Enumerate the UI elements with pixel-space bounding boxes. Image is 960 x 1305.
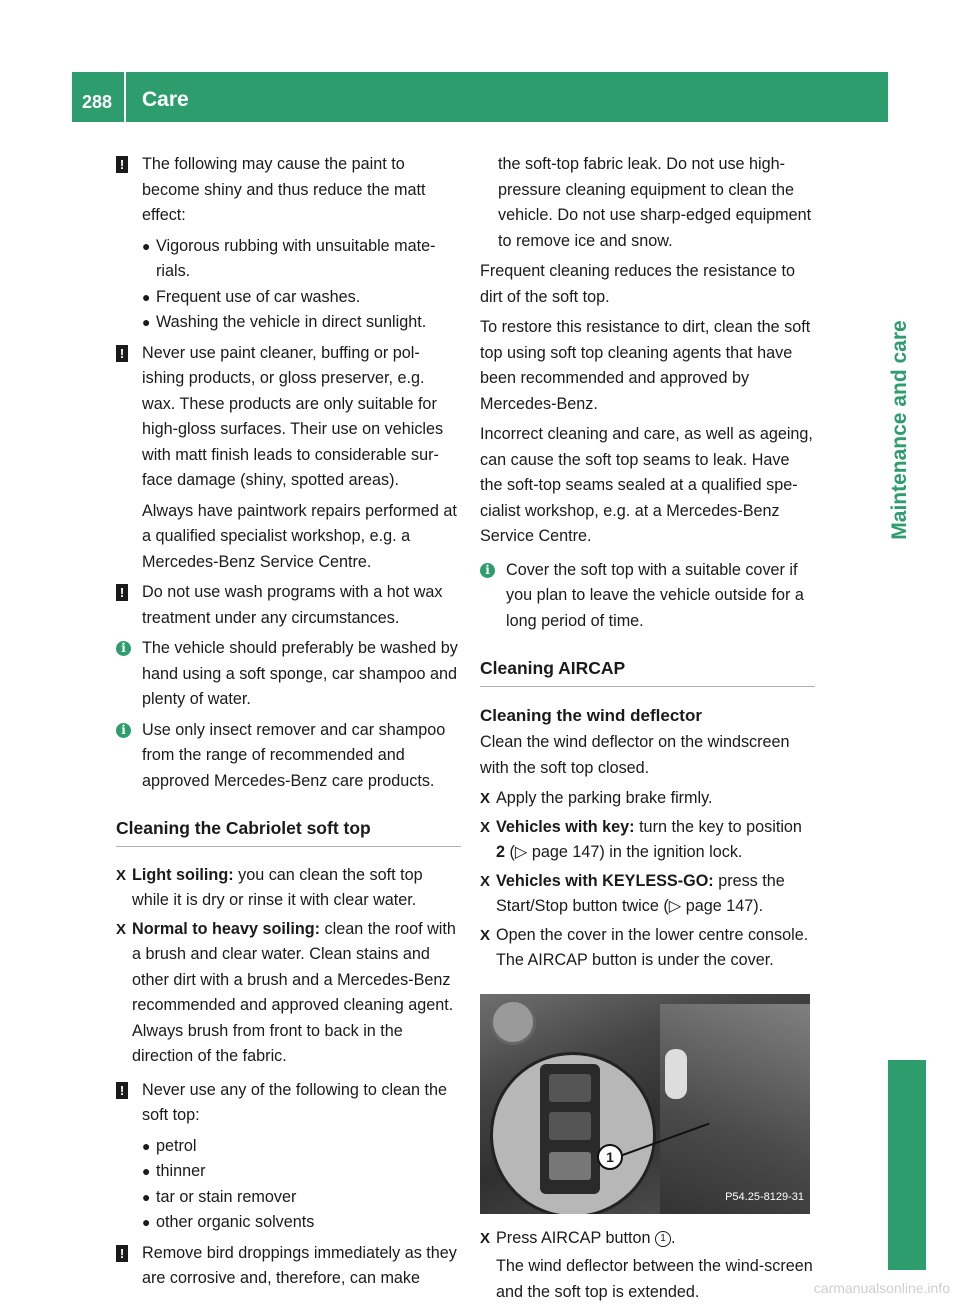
left-column — [116, 152, 461, 1297]
step-arrow-icon: X — [480, 926, 491, 944]
warning-continuation: the soft-top fabric leak. Do not use high-pressure cleaning equipment to clean the vehicle. Do not use sharp-edged equipment to remove ice and snow. — [498, 155, 812, 250]
info-text: Use only insect remover and car shampoo from the range of recommended and approved Mercedes-Benz care products. — [142, 720, 446, 790]
step-open-cover: X Open the cover in the lower centre console. The AIRCAP button is under the cover. — [480, 923, 815, 974]
header-divider — [124, 72, 126, 122]
warning-icon: ! — [116, 584, 128, 601]
info-text: Cover the soft top with a suitable cover if you plan to leave the vehicle outside for a long period of time. — [506, 560, 804, 630]
info-text: The vehicle should preferably be washed by hand using a soft sponge, car shampoo and plenty of water. — [142, 639, 458, 708]
step-arrow-icon: X — [116, 920, 127, 938]
info-cover — [480, 558, 815, 635]
warning-icon: ! — [116, 1245, 128, 1262]
callout-marker: 1 — [597, 1144, 623, 1170]
bullet-icon: ● — [142, 288, 151, 305]
image-code: P54.25-8129-31 — [725, 1191, 804, 1203]
right-column — [480, 152, 815, 1305]
warning-solvents — [116, 1078, 461, 1129]
paragraph: Clean the wind deflector on the windscreen with the soft top closed. — [480, 733, 790, 777]
warning-text: Never use paint cleaner, buffing or pol-ishing products, or gloss preserver, e.g. wax. These products are only suitable for high-gloss surfaces. Their use on vehicles with matt finish leads to considerable sur-face damage (shiny, spotted areas). — [142, 343, 444, 489]
list-item: ● Frequent use of car washes. — [142, 285, 461, 311]
switch-button — [549, 1074, 591, 1102]
side-tab-label: Maintenance and care — [888, 320, 911, 540]
list-item: ● tar or stain remover — [142, 1185, 461, 1211]
step-arrow-icon: X — [480, 872, 491, 890]
warning-bird-droppings — [116, 1241, 461, 1292]
warning-text: The following may cause the paint to become shiny and thus reduce the matt effect: — [142, 155, 426, 224]
warning-paint-cleaner — [116, 341, 461, 494]
seat-shape — [660, 1004, 810, 1214]
list-item: ● other organic solvents — [142, 1210, 461, 1236]
list-item: ● Washing the vehicle in direct sunlight. — [142, 310, 461, 336]
callout-number: 1 — [655, 1231, 671, 1247]
chapter-title: Care — [142, 88, 189, 111]
step-arrow-icon: X — [480, 790, 491, 807]
air-vent-shape — [490, 999, 536, 1045]
step-keyless-go: X Vehicles with KEYLESS-GO: press the Start/Stop button twice (▷ page 147). — [480, 869, 815, 920]
step-vehicles-with-key: X Vehicles with key: turn the key to position 2 (▷ page 147) in the ignition lock. — [480, 815, 815, 866]
switch-button — [549, 1112, 591, 1140]
bullet-icon: ● — [142, 1163, 151, 1179]
warning-icon: ! — [116, 156, 128, 173]
switch-panel — [540, 1064, 600, 1194]
warning-hot-wax — [116, 580, 461, 631]
warning-icon: ! — [116, 345, 128, 362]
step-light-soiling: X Light soiling: you can clean the soft top while it is dry or rinse it with clear water. — [116, 863, 461, 914]
step-arrow-icon: X — [480, 818, 491, 836]
paragraph: Frequent cleaning reduces the resistance to dirt of the soft top. — [480, 262, 795, 306]
page-header — [72, 72, 888, 122]
warning-text: Do not use wash programs with a hot wax treatment under any circumstances. — [142, 583, 443, 627]
watermark: carmanualsonline.info — [813, 1280, 950, 1296]
bullet-icon: ● — [142, 1214, 151, 1230]
gear-lever-shape — [665, 1049, 687, 1099]
subheading-wind-deflector: Cleaning the wind deflector — [480, 705, 702, 725]
list-item: ● thinner — [142, 1159, 461, 1185]
bullet-icon: ● — [142, 237, 151, 254]
bullet-icon: ● — [142, 1137, 151, 1154]
warning-text: Never use any of the following to clean the soft top: — [142, 1080, 448, 1124]
info-icon: i — [116, 723, 131, 738]
info-hand-wash — [116, 636, 461, 713]
section-heading-soft-top: Cleaning the Cabriolet soft top — [116, 814, 461, 847]
warning-paint-shine — [116, 152, 461, 229]
step-arrow-icon: X — [480, 1229, 491, 1247]
side-tab — [870, 200, 930, 660]
paragraph: To restore this resistance to dirt, clean the soft top using soft top cleaning agents that have been recommended and approved by Mercedes-Benz. — [480, 318, 811, 413]
step-heavy-soiling: X Normal to heavy soiling: clean the roof with a brush and clear water. Clean stains and other dirt with a brush and a Mercedes-Benz recommended and approved cleaning agent. Always brush from front to back in the direction of the fabric. — [116, 917, 461, 1070]
list-item: ● Vigorous rubbing with unsuitable mate-rials. — [142, 234, 461, 285]
list-item: ● petrol — [142, 1134, 461, 1160]
side-tab-block — [888, 1060, 926, 1270]
aircap-photo — [480, 994, 810, 1214]
info-icon: i — [480, 563, 495, 578]
step-arrow-icon: X — [116, 866, 127, 884]
info-icon: i — [116, 641, 131, 656]
warning-icon: ! — [116, 1082, 128, 1099]
step-press-aircap: X Press AIRCAP button 1 . — [480, 1226, 815, 1252]
warning-extra: Always have paintwork repairs performed at a qualified specialist workshop, e.g. a Mercedes-Benz Service Centre. — [142, 501, 457, 571]
paragraph: Incorrect cleaning and care, as well as ageing, can cause the soft top seams to leak. Have the soft-top seams sealed at a qualified spe-cialist workshop, e.g. at a Mercedes-Benz Service Centre. — [480, 425, 813, 545]
warning-text: Remove bird droppings immediately as they are corrosive and, therefore, can make — [142, 1243, 457, 1287]
bullet-icon: ● — [142, 314, 151, 330]
step-parking-brake: X Apply the parking brake firmly. — [480, 786, 815, 812]
result-text: The wind deflector between the wind-screen and the soft top is extended. — [496, 1257, 813, 1301]
bullet-icon: ● — [142, 1188, 151, 1205]
info-insect-remover — [116, 718, 461, 795]
section-heading-aircap: Cleaning AIRCAP — [480, 654, 815, 687]
aircap-button — [549, 1152, 591, 1180]
page-number: 288 — [82, 92, 113, 112]
